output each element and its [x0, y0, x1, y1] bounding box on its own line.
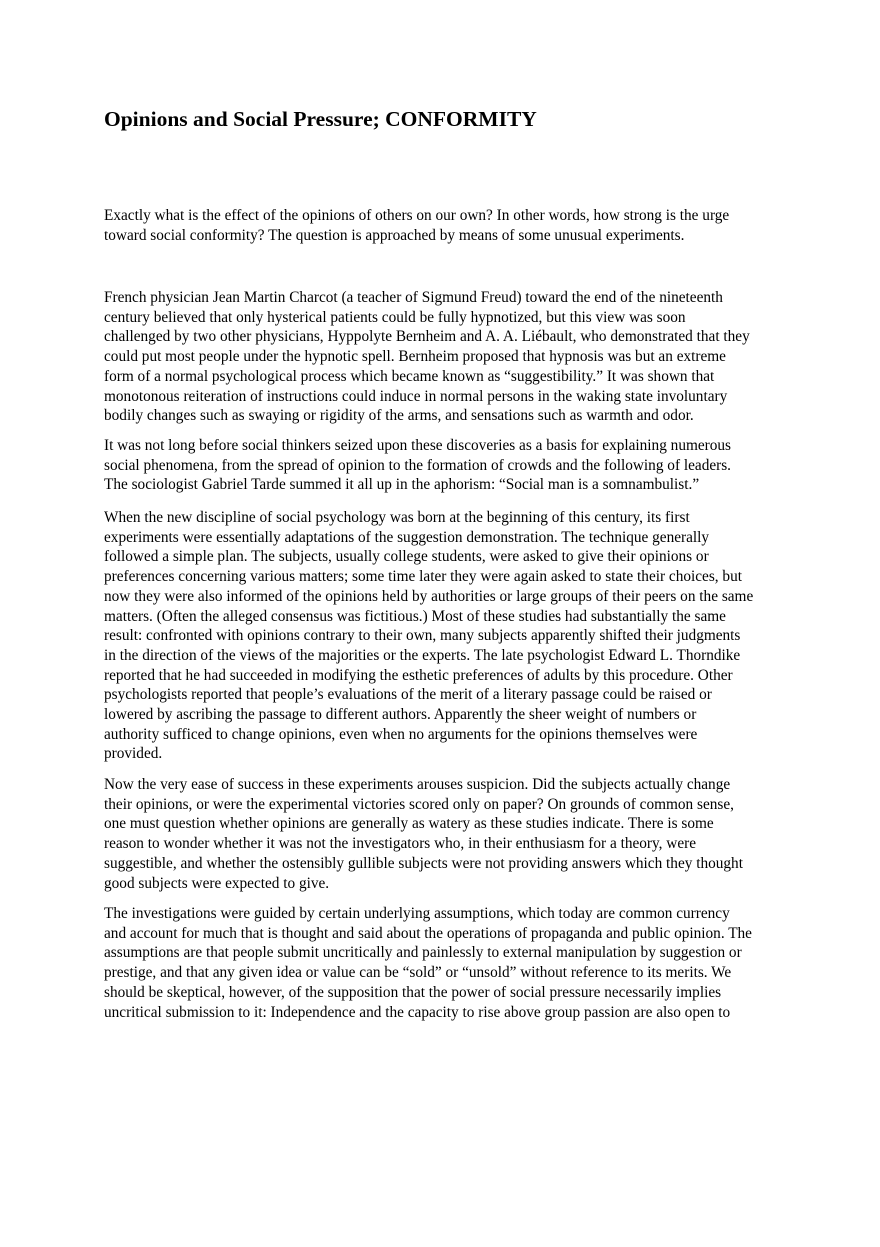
text-line: When the new discipline of social psychology was born at the beginning of this century, its first — [104, 509, 690, 526]
text-line: Exactly what is the effect of the opinions of others on our own? In other words, how strong is the urge — [104, 207, 730, 224]
text-line: suggestible, and whether the ostensibly gullible subjects were not providing answers which they thought — [104, 854, 743, 872]
text-line: lowered by ascribing the passage to different authors. Apparently the sheer weight of numbers or — [104, 706, 697, 724]
text-line: French physician Jean Martin Charcot (a teacher of Sigmund Freud) toward the end of the nineteenth — [104, 289, 723, 306]
text-line: The sociologist Gabriel Tarde summed it all up in the aphorism: “Social man is a somnambulist.” — [104, 476, 700, 494]
text-line: Now the very ease of success in these experiments arouses suspicion. Did the subjects actually change — [104, 776, 731, 793]
body-paragraph — [104, 288, 784, 426]
text-line: now they were also informed of the opinions held by authorities or large groups of their peers on the same — [104, 587, 754, 605]
body-paragraph — [104, 206, 784, 245]
text-line: bodily changes such as swaying or rigidity of the arms, and sensations such as warmth and odor. — [104, 407, 694, 425]
document-title: Opinions and Social Pressure; CONFORMITY — [104, 107, 537, 131]
body-paragraph — [104, 775, 784, 893]
text-line: century believed that only hysterical patients could be fully hypnotized, but this view was soon — [104, 308, 686, 326]
text-line: reported that he had succeeded in modifying the esthetic preferences of adults by this procedure. Other — [104, 666, 733, 684]
text-line: experiments were essentially adaptations of the suggestion demonstration. The technique generally — [104, 528, 710, 546]
text-line: good subjects were expected to give. — [104, 874, 330, 892]
text-line: form of a normal psychological process which became known as “suggestibility.” It was shown that — [104, 367, 715, 385]
text-line: uncritical submission to it: Independence and the capacity to rise above group passion are also open to — [104, 1003, 731, 1021]
text-line: It was not long before social thinkers seized upon these discoveries as a basis for explaining numerous — [104, 437, 732, 454]
text-line: matters. (Often the alleged consensus was fictitious.) Most of these studies had substantially the same — [104, 607, 726, 625]
text-line: reason to wonder whether it was not the investigators who, in their enthusiasm for a theory, were — [104, 835, 697, 853]
text-line: social phenomena, from the spread of opinion to the formation of crowds and the following of leaders. — [104, 456, 732, 474]
body-paragraph — [104, 508, 784, 764]
text-line: result: confronted with opinions contrary to their own, many subjects apparently shifted their judgments — [104, 627, 741, 645]
body-paragraph — [104, 904, 784, 1022]
text-line: their opinions, or were the experimental victories scored only on paper? On grounds of common sense, — [104, 795, 734, 813]
text-line: authority sufficed to change opinions, even when no arguments for the opinions themselves were — [104, 725, 698, 743]
text-line: one must question whether opinions are generally as watery as these studies indicate. There is some — [104, 815, 714, 833]
text-line: preferences concerning various matters; some time later they were again asked to state their choices, but — [104, 568, 742, 586]
text-line: The investigations were guided by certain underlying assumptions, which today are common currency — [104, 905, 730, 922]
text-line: in the direction of the views of the majorities or the experts. The late psychologist Edward L. Thorndike — [104, 646, 741, 664]
body-paragraph — [104, 436, 784, 495]
text-line: prestige, and that any given idea or value can be “sold” or “unsold” without reference to its merits. We — [104, 964, 732, 982]
text-line: challenged by two other physicians, Hyppolyte Bernheim and A. A. Liébault, who demonstrated that they — [104, 328, 750, 346]
text-line: provided. — [104, 745, 163, 763]
text-line: toward social conformity? The question is approached by means of some unusual experiments. — [104, 226, 685, 244]
text-line: assumptions are that people submit uncritically and painlessly to external manipulation by suggestion or — [104, 944, 742, 962]
text-line: should be skeptical, however, of the supposition that the power of social pressure necessarily implies — [104, 983, 722, 1001]
text-line: monotonous reiteration of instructions could induce in normal persons in the waking state involuntary — [104, 387, 728, 405]
text-line: followed a simple plan. The subjects, usually college students, were asked to give their opinions or — [104, 548, 709, 566]
text-line: could put most people under the hypnotic spell. Bernheim proposed that hypnosis was but an extreme — [104, 348, 726, 366]
text-line: and account for much that is thought and said about the operations of propaganda and public opinion. The — [104, 924, 752, 942]
text-line: psychologists reported that people’s evaluations of the merit of a literary passage could be raised or — [104, 686, 712, 704]
